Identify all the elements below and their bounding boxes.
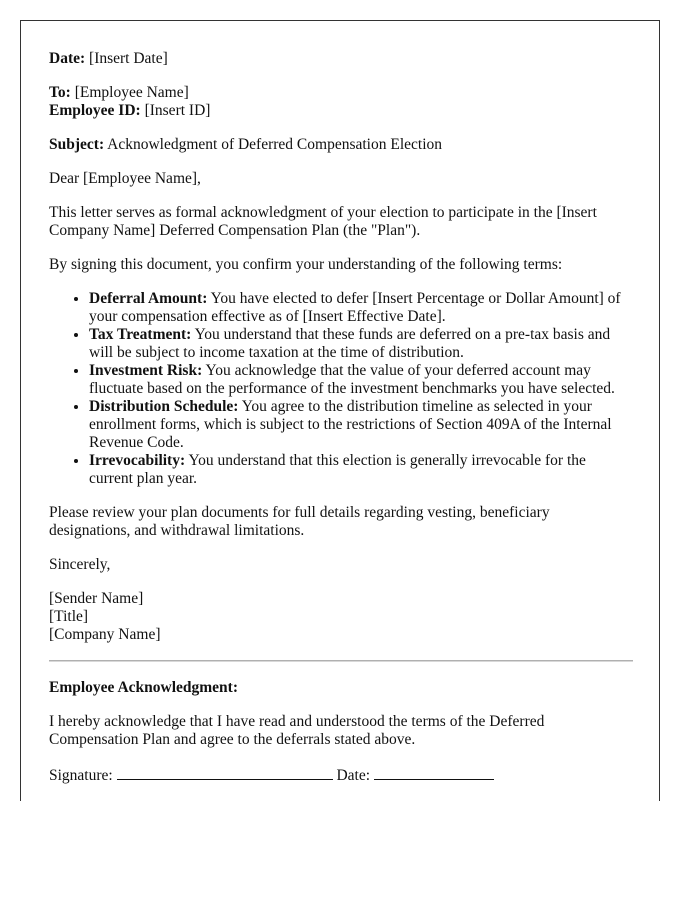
subject-line bbox=[49, 136, 631, 154]
sender-title: [Title] bbox=[49, 608, 89, 625]
signature-field[interactable] bbox=[117, 765, 333, 780]
term-label: Deferral Amount: bbox=[89, 290, 208, 307]
term-text: You agree to the distribution timeline as selected in your enrollment forms, which is subject to the restrictions of Section 409A of the Internal Revenue Code. bbox=[89, 398, 612, 451]
date-label: Date: bbox=[49, 50, 86, 67]
acknowledgment-heading bbox=[49, 679, 631, 697]
signature-label: Signature: bbox=[49, 767, 117, 784]
date-value: [Insert Date] bbox=[85, 50, 168, 67]
to-value: [Employee Name] bbox=[70, 84, 189, 101]
signature-date-field[interactable] bbox=[374, 765, 494, 780]
acknowledgment-heading-text: Employee Acknowledgment: bbox=[49, 679, 239, 696]
employee-id-line bbox=[49, 102, 631, 120]
sender-name: [Sender Name] bbox=[49, 590, 144, 607]
sender-company: [Company Name] bbox=[49, 626, 161, 643]
term-label: Investment Risk: bbox=[89, 362, 203, 379]
term-item-distribution-schedule bbox=[89, 398, 631, 452]
closing: Sincerely, bbox=[49, 556, 111, 573]
subject-value: Acknowledgment of Deferred Compensation Election bbox=[104, 136, 442, 153]
term-label: Distribution Schedule: bbox=[89, 398, 239, 415]
to-line bbox=[49, 84, 631, 102]
term-item-investment-risk bbox=[89, 362, 631, 398]
salutation: Dear [Employee Name], bbox=[49, 170, 201, 187]
employee-id-label: Employee ID: bbox=[49, 102, 141, 119]
term-label: Irrevocability: bbox=[89, 452, 186, 469]
signature-row bbox=[49, 765, 631, 785]
review-note: Please review your plan documents for full details regarding vesting, beneficiary designations, and withdrawal limitations. bbox=[49, 504, 550, 539]
to-label: To: bbox=[49, 84, 71, 101]
term-item-tax-treatment bbox=[89, 326, 631, 362]
term-label: Tax Treatment: bbox=[89, 326, 192, 343]
term-item-irrevocability bbox=[89, 452, 631, 488]
acknowledgment-statement: I hereby acknowledge that I have read and understood the terms of the Deferred Compensation Plan and agree to the deferrals stated above. bbox=[49, 713, 545, 748]
signature-date-label: Date: bbox=[332, 767, 374, 784]
term-text: You acknowledge that the value of your deferred account may fluctuate based on the performance of the investment benchmarks you have selected. bbox=[89, 362, 615, 397]
letter-page bbox=[20, 20, 660, 801]
date-line bbox=[49, 50, 631, 68]
term-text: You understand that these funds are deferred on a pre-tax basis and will be subject to income taxation at the time of distribution. bbox=[89, 326, 611, 361]
subject-label: Subject: bbox=[49, 136, 105, 153]
intro-paragraph: This letter serves as formal acknowledgment of your election to participate in the [Insert Company Name] Deferred Compensation Plan (the "Plan"). bbox=[49, 204, 597, 239]
terms-list bbox=[49, 290, 631, 488]
term-text: You understand that this election is generally irrevocable for the current plan year. bbox=[89, 452, 586, 487]
employee-id-value: [Insert ID] bbox=[140, 102, 211, 119]
terms-intro: By signing this document, you confirm your understanding of the following terms: bbox=[49, 256, 563, 273]
term-text: You have elected to defer [Insert Percentage or Dollar Amount] of your compensation effective as of [Insert Effective Date]. bbox=[89, 290, 621, 325]
term-item-deferral-amount bbox=[89, 290, 631, 326]
section-divider bbox=[49, 660, 633, 662]
